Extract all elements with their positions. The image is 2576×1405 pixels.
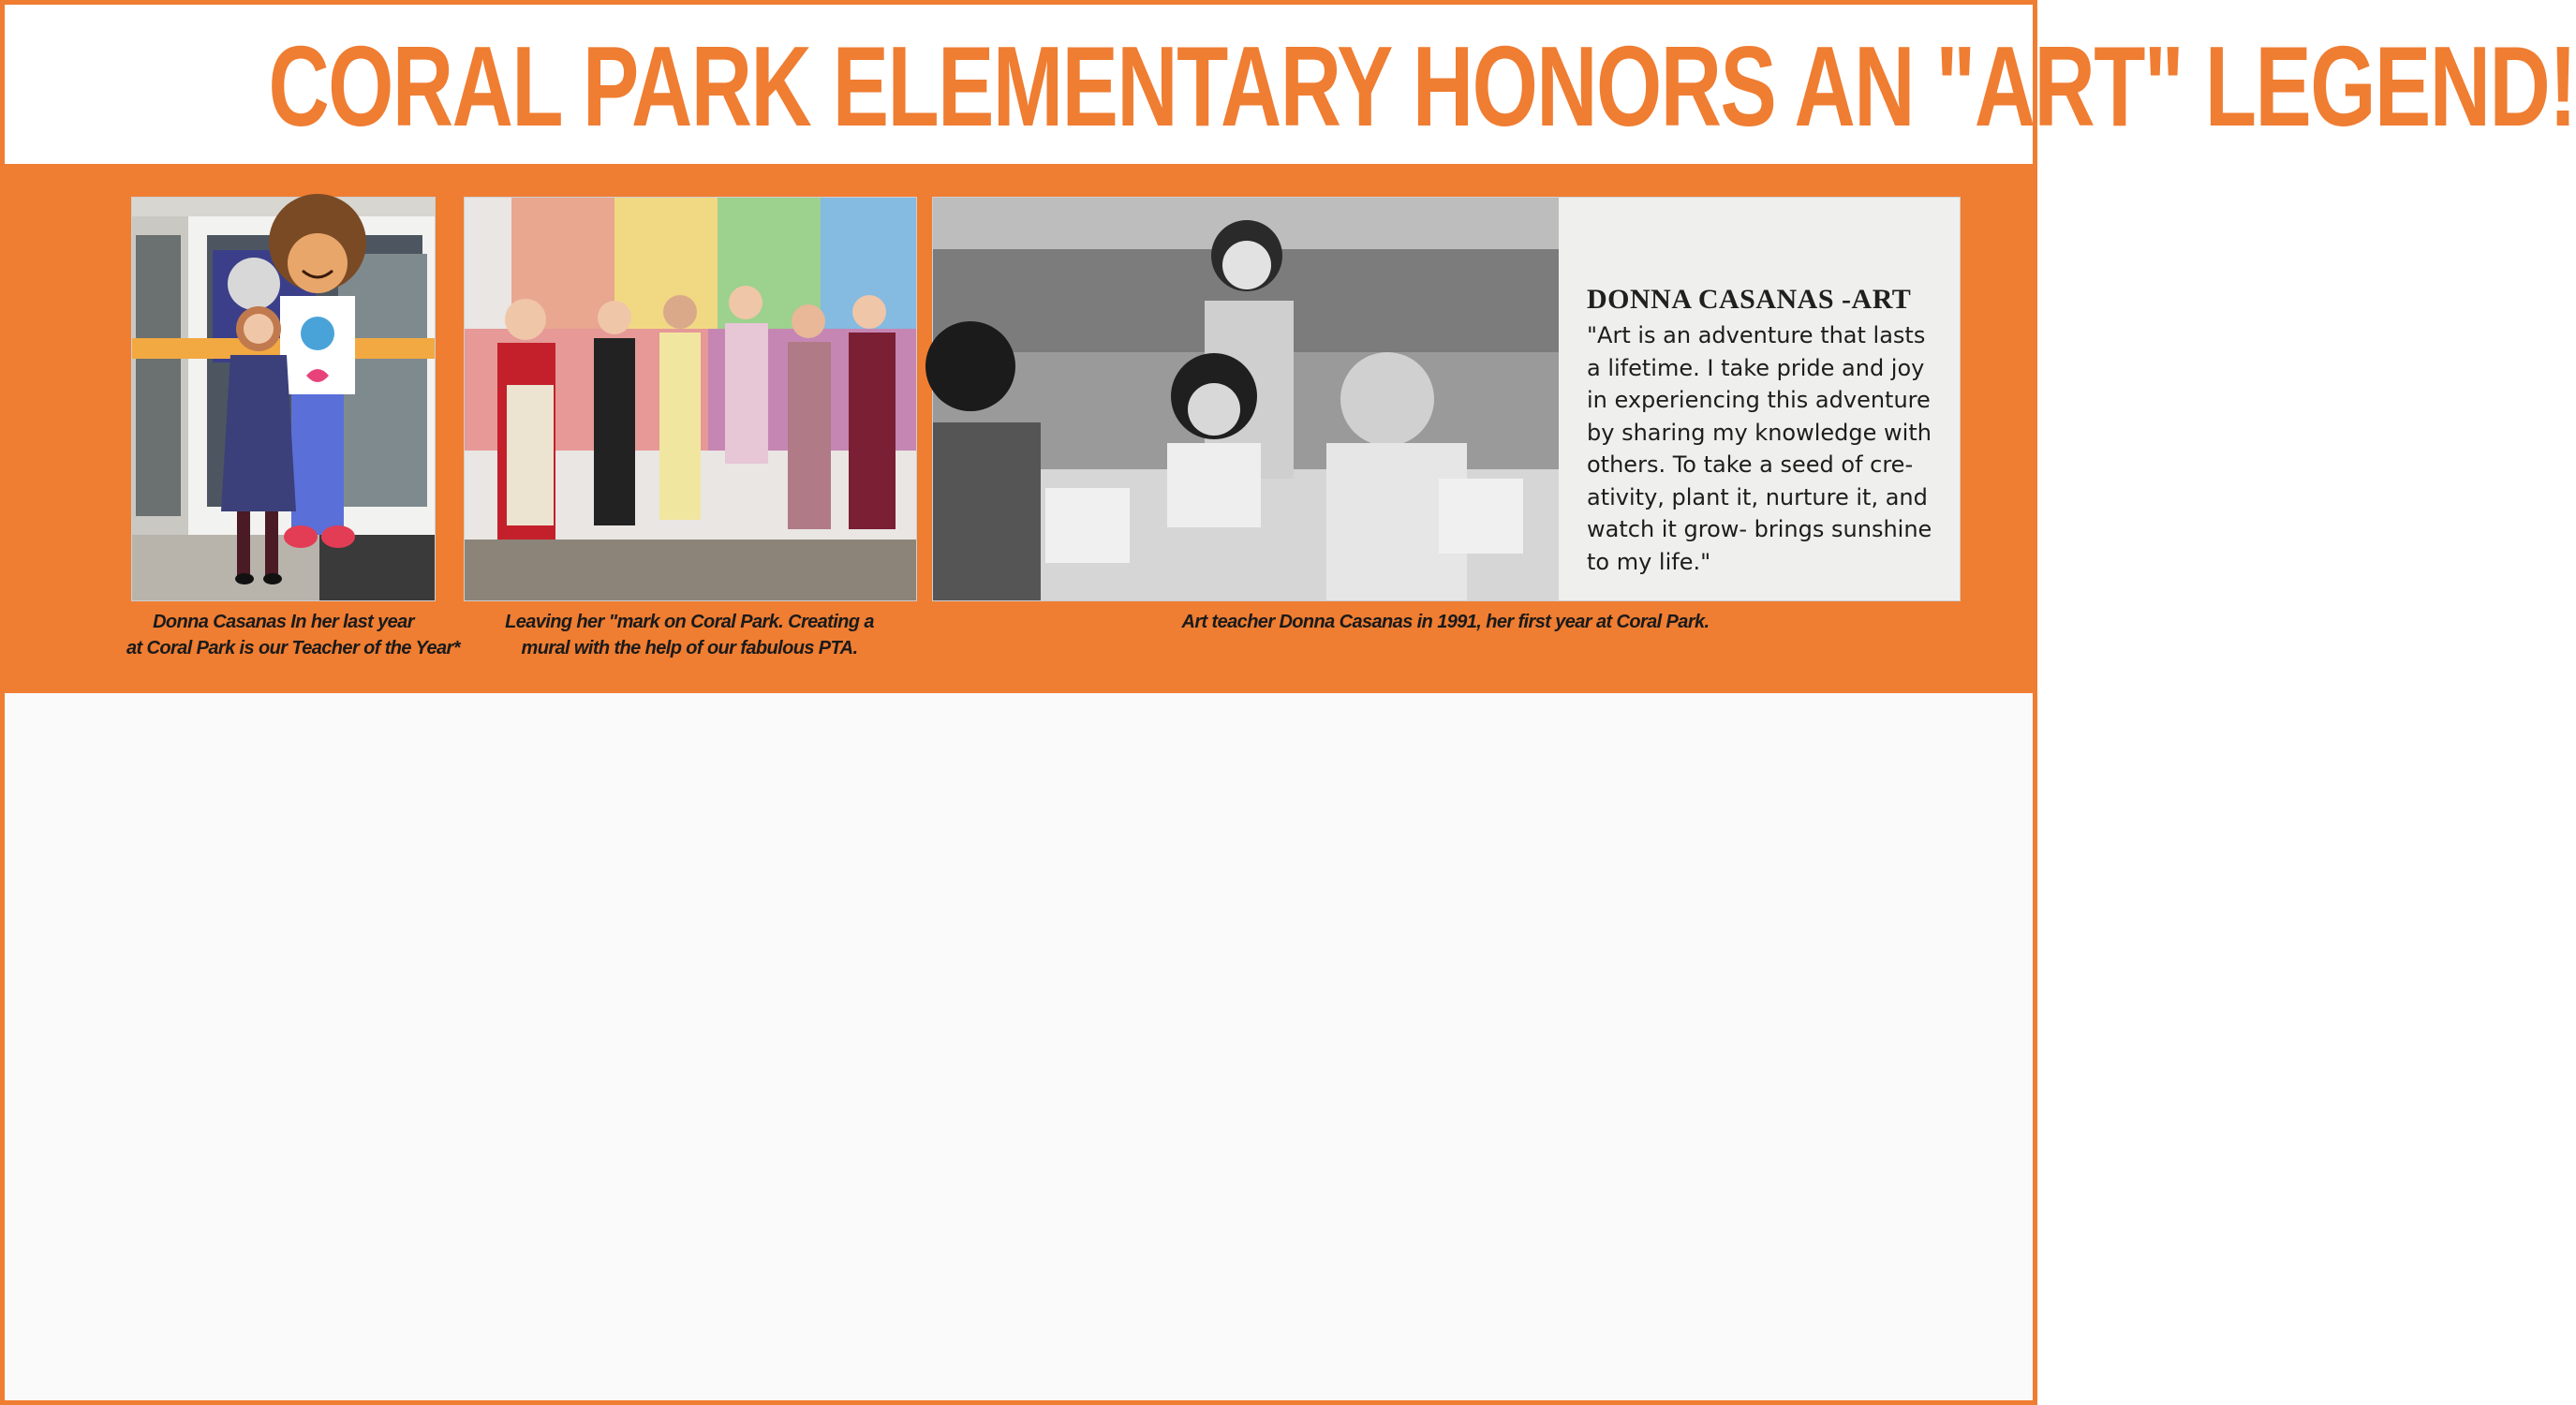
photo-band <box>5 164 2033 693</box>
donna-teacher-of-year-photo <box>131 197 436 601</box>
photo-caption <box>126 609 460 661</box>
page-title: CORAL PARK ELEMENTARY HONORS AN "ART" LEGEND! <box>268 22 2576 150</box>
yearbook-heading: DONNA CASANAS -ART <box>1587 284 1912 315</box>
title-bar <box>5 5 2576 164</box>
quote-line: others. To take a seed of cre- <box>1587 451 1914 478</box>
quote-line: to my life." <box>1587 548 1711 575</box>
caption-line: Art teacher Donna Casanas in 1991, her first year at Coral Park. <box>1181 612 1710 632</box>
donna-teacher-of-year-image <box>132 198 435 600</box>
yearbook-text-panel <box>1559 198 1960 600</box>
mural-group-image <box>465 198 916 600</box>
caption-line: at Coral Park is our Teacher of the Year* <box>126 638 460 658</box>
quote-line: in experiencing this adventure <box>1587 387 1931 413</box>
yearbook-classroom-image <box>933 198 1559 600</box>
caption-line: mural with the help of our fabulous PTA. <box>521 638 858 658</box>
photo-caption <box>932 609 1959 635</box>
quote-line: by sharing my knowledge with <box>1587 419 1932 446</box>
quote-line: ativity, plant it, nurture it, and <box>1587 483 1928 510</box>
yearbook-quote <box>1587 319 1952 578</box>
yearbook-1991-photo <box>932 197 1961 601</box>
caption-line: Leaving her "mark on Coral Park. Creating a <box>505 612 874 632</box>
quote-line: a lifetime. I take pride and joy <box>1587 354 1925 381</box>
quote-line: watch it grow- brings sunshine <box>1587 516 1932 542</box>
caption-line: Donna Casanas In her last year <box>153 612 414 632</box>
quote-line: "Art is an adventure that lasts <box>1587 322 1926 348</box>
mural-group-photo <box>464 197 917 601</box>
photo-caption <box>464 609 915 661</box>
